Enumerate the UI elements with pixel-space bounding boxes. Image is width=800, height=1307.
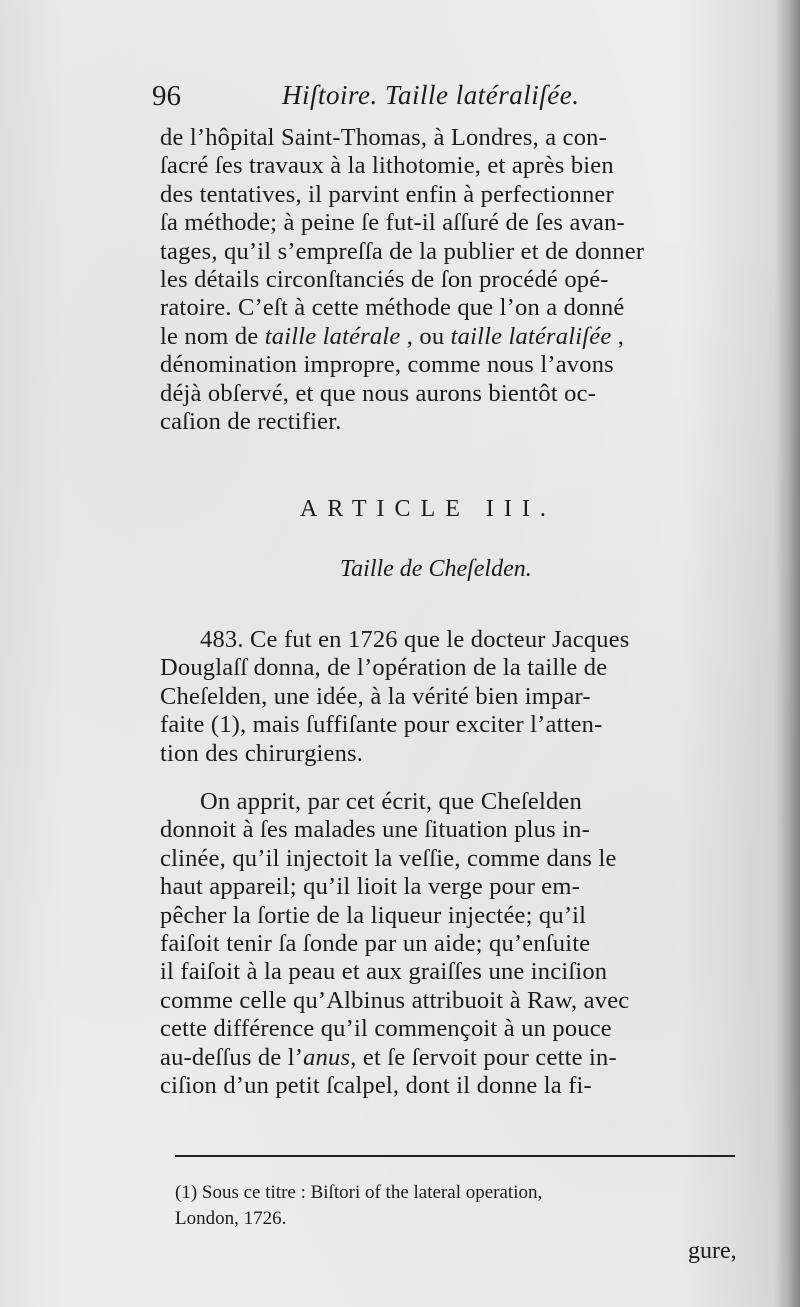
text-segment: au-deſſus de l’: [160, 1043, 304, 1071]
paragraph-2: [160, 626, 762, 768]
text-line: [160, 1044, 762, 1072]
text-line: clinée, qu’il injectoit la veſſie, comme dans le: [160, 844, 617, 872]
text-line: haut appareil; qu’il lioit la verge pour em-: [160, 873, 580, 901]
text-segment: , ou: [400, 322, 451, 350]
italic-term: taille latérale: [264, 322, 401, 350]
text-segment: , et ſe ſervoit pour cette in-: [350, 1043, 617, 1071]
article-heading: ARTICLE III.: [300, 496, 556, 522]
text-line: Cheſelden, une idée, à la vérité bien impar-: [160, 682, 591, 710]
running-title: Hiſtoire. Taille latéraliſée.: [282, 80, 580, 110]
text-line: pêcher la ſortie de la liqueur injectée; qu’il: [160, 901, 587, 929]
text-line: ratoire. C’eſt à cette méthode que l’on a donné: [160, 294, 625, 322]
text-line: ſa méthode; à peine ſe fut-il aſſuré de ſes avan-: [160, 209, 625, 237]
footnote-line: (1) Sous ce titre : Biſtori of the lateral operation,: [175, 1182, 543, 1203]
text-line: les détails circonſtanciés de ſon procédé opé-: [160, 265, 609, 293]
text-line: ſacré ſes travaux à la lithotomie, et après bien: [160, 152, 614, 180]
text-line: cette différence qu’il commençoit à un pouce: [160, 1015, 612, 1043]
italic-term: anus: [303, 1043, 351, 1071]
text-line: faiſoit tenir ſa ſonde par un aide; qu’enſuite: [160, 929, 591, 957]
page-number: 96: [152, 80, 181, 112]
text-line: des tentatives, il parvint enfin à perfectionner: [160, 180, 614, 208]
text-line: il faiſoit à la peau et aux graiſſes une inciſion: [160, 958, 608, 986]
text-segment: ,: [611, 322, 625, 350]
text-line: donnoit à ſes malades une ſituation plus in-: [160, 816, 590, 844]
text-line: caſion de rectifier.: [160, 407, 342, 435]
paragraph-1: [160, 124, 762, 436]
text-line: [160, 323, 762, 351]
text-line: Douglaſſ donna, de l’opération de la taille de: [160, 654, 608, 682]
text-segment: le nom de: [160, 322, 265, 350]
text-line: 483. Ce fut en 1726 que le docteur Jacques: [200, 626, 630, 653]
footnote-line: London, 1726.: [175, 1208, 287, 1229]
section-title: Taille de Cheſelden.: [340, 556, 532, 582]
footnote: [175, 1180, 765, 1232]
text-line: faite (1), mais ſuffiſante pour exciter l’atten-: [160, 711, 603, 739]
text-line: On apprit, par cet écrit, que Cheſelden: [200, 788, 582, 815]
spine-shadow: [774, 0, 800, 1307]
text-line: de l’hôpital Saint-Thomas, à Londres, a con-: [160, 124, 607, 151]
paragraph-3: [160, 788, 762, 1100]
catchword: gure,: [688, 1238, 737, 1264]
text-line: déjà obſervé, et que nous aurons bientôt oc-: [160, 379, 597, 407]
page-header: [152, 80, 762, 120]
text-line: ciſion d’un petit ſcalpel, dont il donne la fi-: [160, 1071, 592, 1099]
text-line: dénomination impropre, comme nous l’avons: [160, 351, 614, 379]
text-line: tion des chirurgiens.: [160, 739, 364, 767]
footnote-rule: [175, 1155, 735, 1157]
text-line: comme celle qu’Albinus attribuoit à Raw, avec: [160, 986, 630, 1014]
text-line: tages, qu’il s’empreſſa de la publier et de donner: [160, 237, 645, 265]
italic-term: taille latéraliſée: [450, 322, 612, 350]
